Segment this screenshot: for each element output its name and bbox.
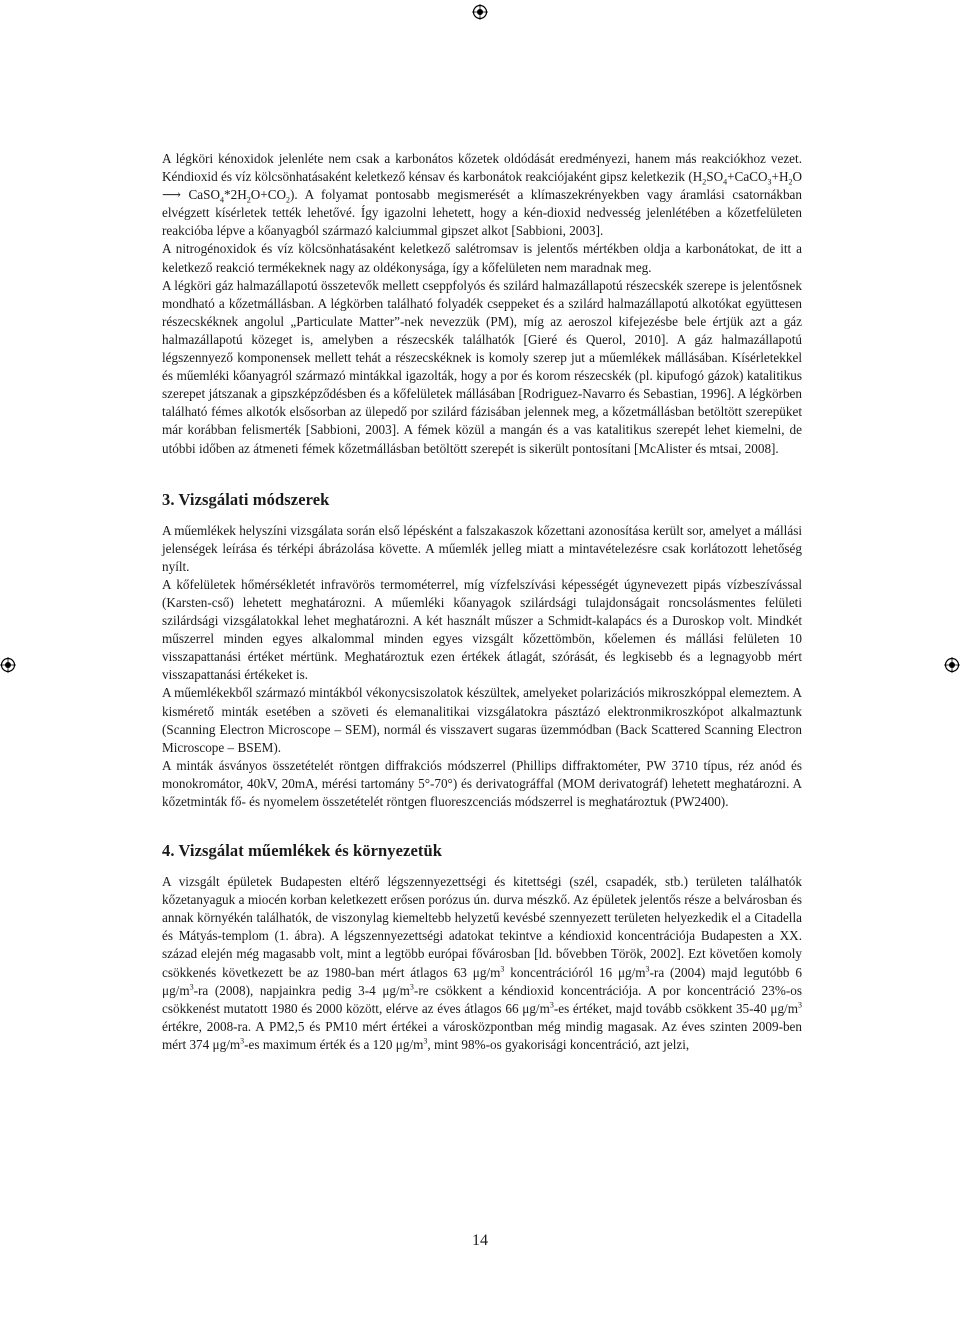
paragraph: A vizsgált épületek Budapesten eltérő légszennyezettségi és kitettségi (szél, csapadék, stb.) területen találhatók kőzetanyaguk a miocén korban keletkezett erősen porózus ún. durva mészkő. Az épületek jelentős része a belvárosban és annak környékén találhatók, de viszonylag kiemeltebb helyzetű kevésbé szennyezett területen helyezkedik el a Citadella és Mátyás-templom (1. ábra). A légszennyezettségi adatokat tekintve a kéndioxid koncentrációja Budapesten a XX. század elején még magasabb volt, mint a legtöbb európai fővárosban [ld. bővebben Török, 2002]. Ezt követően komoly csökkenés következett be az 1980-ban mért átlagos 63 $\mu g/m^3$ koncentrációról 16 $\mu g/m^3-ra$ (2004) majd legutóbb 6 $\mu g/m^3-ra$ (2008), napjainkra pedig 3-4 $\mu g/m^3-re$ csökkent a kéndioxid koncentrációja. A por koncentráció 23%-os csökkenést mutatott 1980 és 2000 között, elérve az éves átlagos 66 $\mu g/m^3-es$ értéket, majd tovább csökkent 35-40 $\mu g/m^3$ értékre, 2008-ra. A PM2,5 és PM10 mért értékei a városközpontban még mindig magasak. Az éves szinten 2009-ben mért 374 $\mu g/m^3-es$ maximum érték és a 120 $\mu g/m^3$, mint 98%-os gyakorisági koncentráció, azt jelzi, <box>162 874 802 1052</box>
paragraph-text: A légköri kénoxidok jelenléte nem csak a karbonátos kőzetek oldódását eredményezi, hanem más reakciókhoz vezet. Kéndioxid és víz kölcsönhatásaként keletkező kénsav és karbonátok reakciójaként gipsz keletkezik <box>162 151 802 185</box>
registration-mark-icon <box>472 4 488 20</box>
page-body <box>162 150 802 1054</box>
section-heading: 4. Vizsgálat műemlékek és környezetük <box>162 841 443 861</box>
registration-mark-icon <box>944 657 960 673</box>
paragraph: A nitrogénoxidok és víz kölcsönhatásaként keletkező salétromsav is jelentős mértékben oldja a karbonátokat, de itt a keletkező reakció termékeknek nagy az oldékonysága, így a kőfelületen nem maradnak meg. <box>162 241 802 275</box>
paragraph: A műemlékek helyszíni vizsgálata során első lépésként a falszakaszok kőzettani azonosítása került sor, amelyet a mállási jelenségek leírása és térképi ábrázolása követte. A műemlék jelleg miatt a mintavételezésre csak korlátozott lehetőség nyílt. <box>162 522 802 574</box>
paragraph-text: A folyamat pontosabb megismerését a klímaszekrényekben vagy áramlási csatornákban elvégzett kísérletek tették lehetővé. Így igazolni lehetett, hogy a kén-dioxid nedvesség jelenlétében a kőzetfelületen reakcióba lépve a kőanyagból származó kalciummal gipszet alkot [Sabbioni, 2003]. <box>162 187 802 239</box>
paragraph: A minták ásványos összetételét röntgen diffrakciós módszerrel (Phillips diffraktométer, PW 3710 típus, réz anód és monokromátor, 40kV, 20mA, mérési tartomány 5°-70°) és derivatográffal (MOM derivatográf) lehetett meghatározni. A kőzetminták fő- és nyomelem összetételét röntgen fluoreszcenciás módszerrel is meghatároztuk (PW2400). <box>162 757 802 809</box>
registration-mark-icon <box>0 657 16 673</box>
chemical-formula: ($H_2SO_4+CaCO_3+H_2O$ ⟶ $CaSO_4*2H_2O+CO_2$). <box>162 169 803 205</box>
paragraph <box>162 150 802 240</box>
paragraph: A légköri gáz halmazállapotú összetevők mellett cseppfolyós és szilárd halmazállapotú részecskék szerepe is jelentősnek mondható a kőzetmállásban. A légkörben található folyadék cseppeket és a szilárd halmazállapotú alkotókat együttesen részecskéknek angolul „Particulate Matter”-nek nevezzük (PM), míg az aeroszol kifejezésbe bele értjük azt a gáz halmazállapotú közeget is, amelyben a részecskék találhatók [Gieré és Querol, 2010]. A gáz halmazállapotú légszennyező komponensek mellett tehát a részecskéknek is komoly szerep jut a műemlékek mállásában. Kísérletekkel és műemléki kőanyagról származó mintákkal igazolták, hogy a por és korom részecskék (pl. kipufogó gázok) katalitikus szerepet játszanak a gipszképződésben és a kőfelületek mállásában [Rodriguez-Navarro és Sebastian, 1996]. A légkörben található fémes alkotók elsősorban az ülepedő por szilárd fázisában jelennek meg, a kőzetmállásban betöltött szerepüket már korábban felismerték [Sabbioni, 2003]. A fémek közül a mangán és a vas katalitikus szerepét lehet kiemelni, de utóbbi időben az átmeneti fémek kőzetmállásban betöltött szerepét is sikerült pontosítani [McAlister és mtsai, 2008]. <box>162 277 802 456</box>
paragraph: A kőfelületek hőmérsékletét infravörös termométerrel, míg vízfelszívási képességét úgynevezett pipás vízbeszívással (Karsten-cső) lehetett meghatározni. A műemléki kőanyagok szilárdsági tulajdonságait roncsolásmentes felületi szilárdsági vizsgálatokkal lehet meghatározni. A két használt műszer a Schmidt-kalapács és a Duroskop volt. Mindkét műszerrel minden egyes alkalommal minden egyes vizsgált kőzettömbön, kőelemen és mállási felületen 10 visszapattanási értéket mértünk. Meghatároztuk ezen értékek átlagát, szórását, és legkisebb és a legnagyobb mért visszapattanási értékeket is. <box>162 576 802 683</box>
section-heading: 3. Vizsgálati módszerek <box>162 489 330 509</box>
page-number: 14 <box>472 1232 488 1249</box>
paragraph: A műemlékekből származó mintákból vékonycsiszolatok készültek, amelyeket polarizációs mikroszkóppal elemeztem. A kismérető minták esetében a szöveti és elemanalitikai vizsgálatokra pásztázó elektronmikroszkópot alkalmaztunk (Scanning Electron Microscope – SEM), normál és visszavert sugaras üzemmódban (Back Scattered Scanning Electron Microscope – BSEM). <box>162 685 802 755</box>
